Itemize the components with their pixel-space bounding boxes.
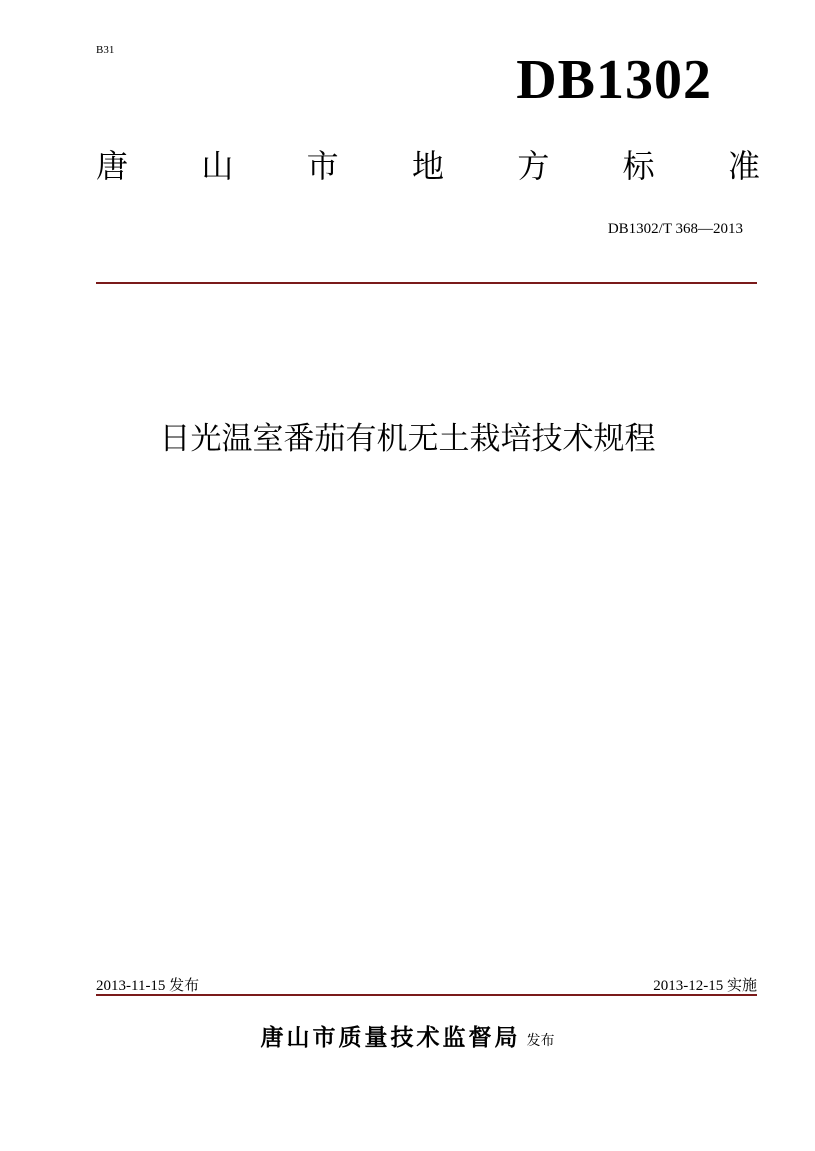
- top-divider: [96, 282, 757, 284]
- standard-type-char: 地: [411, 147, 444, 185]
- db-code: DB1302: [516, 49, 712, 111]
- release-date: 2013-11-15 发布: [96, 978, 200, 994]
- issuer-row: [0, 1027, 815, 1050]
- standard-type-char: 唐: [96, 147, 129, 185]
- standard-type-char: 山: [201, 147, 234, 185]
- standard-type-char: 标: [622, 147, 655, 185]
- standard-type-char: 准: [727, 147, 760, 185]
- standard-type-char: 市: [306, 147, 339, 185]
- standard-type-heading: [96, 147, 760, 185]
- issuer-suffix: 发布: [526, 1033, 555, 1049]
- classification-code: B31: [96, 44, 115, 56]
- document-title: 日光温室番茄有机无土栽培技术规程: [159, 421, 656, 457]
- implement-date: 2013-12-15 实施: [653, 978, 757, 994]
- dates-row: [96, 974, 757, 995]
- bottom-divider: [96, 994, 757, 996]
- standard-type-char: 方: [517, 147, 550, 185]
- standard-number: DB1302/T 368—2013: [607, 221, 743, 237]
- issuer-name: 唐山市质量技术监督局: [260, 1025, 521, 1051]
